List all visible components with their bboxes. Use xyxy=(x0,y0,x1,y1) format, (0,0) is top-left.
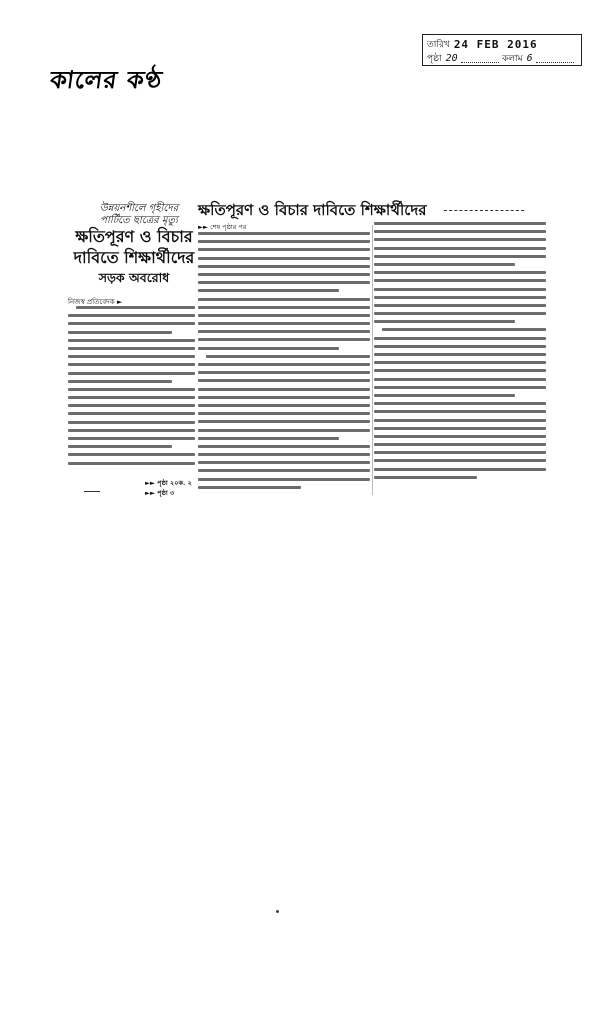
left-article-byline: নিজস্ব প্রতিবেদক ► xyxy=(68,298,123,306)
left-article-continued-2: ►► পৃষ্ঠা ৩ xyxy=(145,489,175,497)
left-article-continued: ►► পৃষ্ঠা ২০ক. ২ xyxy=(145,479,192,487)
column-label: কলাম xyxy=(502,53,523,64)
page-label: পৃষ্ঠা xyxy=(427,53,442,64)
page-value: 20 xyxy=(445,52,458,64)
newspaper-masthead: কালের কণ্ঠ xyxy=(48,66,165,94)
column-value: 6 xyxy=(526,52,533,64)
left-article-body xyxy=(68,306,195,476)
main-article-column-2 xyxy=(374,222,546,502)
left-dash xyxy=(84,491,100,492)
clipping-date-stamp xyxy=(422,34,582,66)
left-article-kicker: উন্নয়নশীলে গৃহীদের পার্টিতে ছাত্রের মৃত্যু xyxy=(99,203,179,226)
main-article-jump-line: ►► শেষ পৃষ্ঠার পর xyxy=(198,223,247,231)
headline-rule xyxy=(444,210,524,211)
date-value: 24 FEB 2016 xyxy=(453,37,538,51)
stray-mark xyxy=(276,910,279,913)
date-label: তারিখ xyxy=(427,39,450,50)
left-article-subheadline: সড়ক অবরোধ xyxy=(98,270,170,285)
left-article-headline: ক্ষতিপূরণ ও বিচার দাবিতে শিক্ষার্থীদের xyxy=(73,227,195,267)
main-article-headline: ক্ষতিপূরণ ও বিচার দাবিতে শিক্ষার্থীদের xyxy=(198,201,427,219)
column-divider xyxy=(372,225,373,495)
main-article-column-1 xyxy=(198,232,370,502)
